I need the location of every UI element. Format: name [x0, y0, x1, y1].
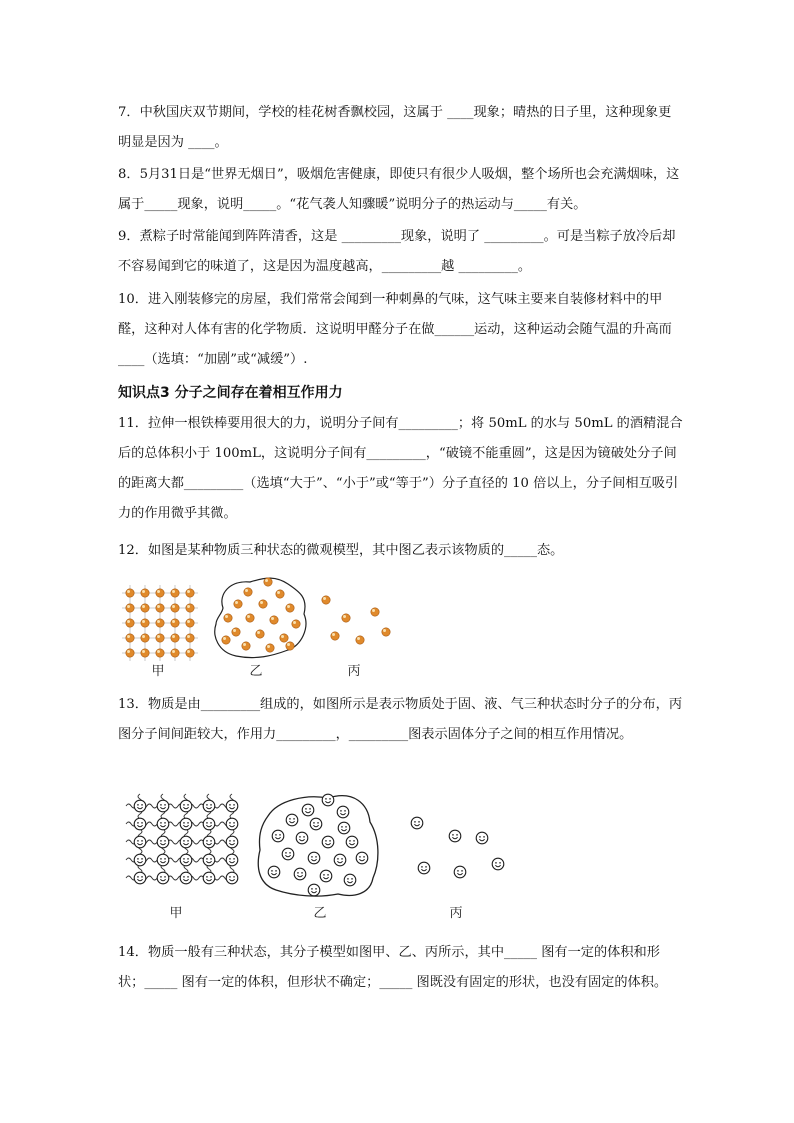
liquid-molecule-smiley — [346, 836, 358, 848]
solid-particle — [171, 634, 179, 642]
solid-molecule-smiley — [134, 800, 146, 812]
solid-molecule-smiley — [226, 800, 238, 812]
solid-particle — [141, 589, 149, 597]
solid-molecule-smiley — [226, 818, 238, 830]
liquid-particle-highlight — [223, 637, 226, 640]
gas-particle-highlight — [357, 637, 360, 640]
liquid-molecule-smiley — [356, 852, 368, 864]
solid-molecule-smiley — [226, 836, 238, 848]
solid-particle-highlight — [157, 620, 160, 623]
solid-particle-highlight — [157, 635, 160, 638]
gas-particle-highlight — [332, 633, 335, 636]
solid-molecule-smiley — [157, 872, 169, 884]
solid-particle — [156, 619, 164, 627]
liquid-molecule-smiley — [282, 848, 294, 860]
solid-particle-highlight — [127, 620, 130, 623]
liquid-molecule-smiley — [294, 868, 306, 880]
liquid-molecule-smiley — [286, 814, 298, 826]
liquid-particle — [256, 630, 264, 638]
solid-particle-highlight — [142, 635, 145, 638]
liquid-particle — [244, 588, 252, 596]
solid-particle — [141, 619, 149, 627]
solid-particle-highlight — [157, 650, 160, 653]
solid-particle — [186, 634, 194, 642]
gas-particle-highlight — [323, 597, 326, 600]
liquid-molecule-smiley — [302, 804, 314, 816]
question-14: 14．物质一般有三种状态，其分子模型如图甲、乙、丙所示，其中_____ 图有一定的体积和形状；_____ 图有一定的体积，但形状不确定；_____ 图既没有固定的形状，也没有固定的体积。 — [118, 945, 668, 990]
solid-molecule-smiley — [157, 836, 169, 848]
solid-molecule-smiley — [203, 800, 215, 812]
solid-particle-highlight — [187, 620, 190, 623]
solid-particle — [126, 634, 134, 642]
solid-particle — [171, 589, 179, 597]
solid-molecule-smiley — [180, 800, 192, 812]
figure-1-solid-lattice — [122, 585, 198, 661]
figure-1-particle-models — [118, 574, 408, 680]
liquid-particle — [276, 590, 284, 598]
liquid-particle — [232, 628, 240, 636]
question-9: 9．煮粽子时常能闻到阵阵清香，这是 _________现象，说明了 _________。可是当粽子放冷后却不容易闻到它的味道了，这是因为温度越高，_________越 _________。 — [118, 229, 676, 274]
liquid-molecule-smiley — [322, 794, 334, 806]
solid-molecule-smiley — [180, 854, 192, 866]
solid-molecule-smiley — [180, 818, 192, 830]
liquid-particle-highlight — [271, 617, 274, 620]
solid-particle-highlight — [187, 650, 190, 653]
figure-2-smiley-particle-models — [118, 786, 518, 926]
solid-particle-highlight — [142, 605, 145, 608]
question-13: 13．物质是由_________组成的，如图所示是表示物质处于固、液、气三种状态时分子的分布，丙图分子间间距较大，作用力_________，_________图表示固体分子之间的相互作用情况。 — [118, 697, 683, 742]
solid-molecule-smiley — [180, 836, 192, 848]
liquid-particle — [224, 614, 232, 622]
solid-particle — [171, 649, 179, 657]
solid-particle-highlight — [187, 590, 190, 593]
liquid-particle — [286, 642, 294, 650]
figure-2-label-bing: 丙 — [449, 906, 463, 921]
solid-particle — [126, 649, 134, 657]
solid-particle — [186, 604, 194, 612]
figure-2-liquid-particles — [268, 794, 368, 896]
liquid-particle-highlight — [257, 631, 260, 634]
solid-particle — [126, 604, 134, 612]
liquid-particle — [286, 604, 294, 612]
gas-molecule-smiley — [411, 817, 423, 829]
figure-2-label-yi: 乙 — [313, 906, 327, 921]
liquid-particle-highlight — [225, 615, 228, 618]
solid-molecule-smiley — [134, 872, 146, 884]
liquid-particle — [234, 600, 242, 608]
liquid-molecule-smiley — [338, 822, 350, 834]
solid-molecule-smiley — [134, 836, 146, 848]
solid-molecule-smiley — [203, 854, 215, 866]
gas-molecule-smiley — [476, 832, 488, 844]
question-12: 12．如图是某种物质三种状态的微观模型，其中图乙表示该物质的_____态。 — [118, 543, 564, 558]
liquid-molecule-smiley — [334, 854, 346, 866]
solid-particle — [186, 589, 194, 597]
solid-particle — [156, 604, 164, 612]
solid-particle-highlight — [127, 605, 130, 608]
liquid-molecule-smiley — [296, 832, 308, 844]
solid-particle-highlight — [157, 605, 160, 608]
figure-2-label-jia: 甲 — [169, 906, 183, 921]
liquid-particle-highlight — [233, 629, 236, 632]
solid-particle — [126, 619, 134, 627]
liquid-particle-highlight — [281, 635, 284, 638]
liquid-molecule-smiley — [337, 806, 349, 818]
solid-molecule-smiley — [180, 872, 192, 884]
gas-molecule-smiley — [418, 862, 430, 874]
figure-1-label-jia: 甲 — [151, 664, 165, 679]
liquid-particle — [264, 578, 272, 586]
figure-2-solid-lattice — [126, 794, 238, 884]
figure-1-label-yi: 乙 — [249, 664, 263, 679]
solid-particle-highlight — [142, 590, 145, 593]
liquid-particle — [246, 614, 254, 622]
gas-particle — [371, 608, 379, 616]
liquid-molecule-smiley — [308, 884, 320, 896]
solid-particle — [141, 649, 149, 657]
solid-molecule-smiley — [203, 872, 215, 884]
solid-molecule-smiley — [157, 854, 169, 866]
gas-particle-highlight — [383, 629, 386, 632]
liquid-particle-highlight — [265, 579, 268, 582]
liquid-molecule-smiley — [322, 836, 334, 848]
solid-particle-highlight — [142, 620, 145, 623]
gas-molecule-smiley — [492, 858, 504, 870]
solid-particle-highlight — [127, 635, 130, 638]
solid-particle-highlight — [187, 605, 190, 608]
liquid-particle — [259, 600, 267, 608]
figure-2-liquid-boundary — [258, 796, 378, 896]
figure-1-label-bing: 丙 — [347, 664, 361, 679]
question-8: 8．5月31日是“世界无烟日”，吸烟危害健康，即使只有很少人吸烟，整个场所也会充满烟味，这属于_____现象，说明_____。“花气袭人知骤暖”说明分子的热运动与_____有关。 — [118, 167, 680, 212]
liquid-particle-highlight — [267, 645, 270, 648]
gas-molecule-smiley — [449, 830, 461, 842]
gas-particle — [322, 596, 330, 604]
liquid-molecule-smiley — [268, 866, 280, 878]
section-heading: 知识点3 分子之间存在着相互作用力 — [118, 385, 343, 401]
gas-particle-highlight — [343, 615, 346, 618]
liquid-particle-highlight — [243, 643, 246, 646]
solid-particle-highlight — [142, 650, 145, 653]
figure-1-liquid-particles — [222, 578, 300, 652]
gas-molecule-smiley — [454, 866, 466, 878]
solid-molecule-smiley — [157, 800, 169, 812]
figure-2-gas-particles — [411, 817, 504, 878]
liquid-molecule-smiley — [272, 830, 284, 842]
solid-molecule-smiley — [226, 872, 238, 884]
solid-molecule-smiley — [134, 854, 146, 866]
liquid-particle-highlight — [293, 621, 296, 624]
solid-particle-highlight — [157, 590, 160, 593]
solid-particle — [186, 619, 194, 627]
question-11: 11．拉伸一根铁棒要用很大的力，说明分子间有_________；将 50mL 的水与 50mL 的酒精混合后的总体积小于 100mL，这说明分子间有_________，“破镜不能重圆”，这是因为镜破处分子间的距离大都_________（选填“大于”、“小于”或“等于”）分子直径的 10 倍以上，分子间相互吸引力的作用微乎其微。 — [118, 416, 683, 521]
liquid-particle-highlight — [235, 601, 238, 604]
liquid-particle — [242, 642, 250, 650]
gas-particle-highlight — [372, 609, 375, 612]
gas-particle — [356, 636, 364, 644]
liquid-particle-highlight — [287, 643, 290, 646]
solid-particle-highlight — [172, 590, 175, 593]
solid-molecule-smiley — [226, 854, 238, 866]
liquid-molecule-smiley — [310, 818, 322, 830]
solid-molecule-smiley — [134, 818, 146, 830]
solid-molecule-smiley — [203, 836, 215, 848]
liquid-particle-highlight — [245, 589, 248, 592]
solid-molecule-smiley — [203, 818, 215, 830]
liquid-particle-highlight — [247, 615, 250, 618]
question-7: 7．中秋国庆双节期间，学校的桂花树香飘校园，这属于 ____现象；晴热的日子里，这种现象更明显是因为 ____。 — [118, 105, 672, 150]
liquid-particle-highlight — [287, 605, 290, 608]
solid-particle-highlight — [172, 635, 175, 638]
question-10: 10．进入刚装修完的房屋，我们常常会闻到一种刺鼻的气味，这气味主要来自装修材料中的甲醛，这种对人体有害的化学物质．这说明甲醛分子在做______运动，这种运动会随气温的升高而____（选填：“加剧”或“减缓”）. — [118, 292, 672, 367]
liquid-molecule-smiley — [344, 874, 356, 886]
liquid-particle — [222, 636, 230, 644]
gas-particle — [382, 628, 390, 636]
liquid-particle-highlight — [277, 591, 280, 594]
liquid-particle — [292, 620, 300, 628]
solid-particle-highlight — [187, 635, 190, 638]
solid-particle — [141, 634, 149, 642]
solid-particle-highlight — [172, 650, 175, 653]
liquid-particle-highlight — [260, 601, 263, 604]
liquid-molecule-smiley — [320, 870, 332, 882]
solid-particle-highlight — [172, 605, 175, 608]
solid-particle-highlight — [127, 650, 130, 653]
gas-particle — [331, 632, 339, 640]
solid-particle — [156, 634, 164, 642]
solid-particle — [156, 649, 164, 657]
solid-molecule-smiley — [157, 818, 169, 830]
liquid-molecule-smiley — [308, 852, 320, 864]
liquid-particle — [280, 634, 288, 642]
gas-particle — [342, 614, 350, 622]
solid-particle — [171, 604, 179, 612]
solid-particle — [171, 619, 179, 627]
solid-particle — [186, 649, 194, 657]
solid-particle — [156, 589, 164, 597]
solid-particle-highlight — [172, 620, 175, 623]
solid-particle-highlight — [127, 590, 130, 593]
liquid-particle — [266, 644, 274, 652]
figure-1-gas-particles — [322, 596, 390, 644]
solid-particle — [126, 589, 134, 597]
liquid-particle — [270, 616, 278, 624]
solid-particle — [141, 604, 149, 612]
